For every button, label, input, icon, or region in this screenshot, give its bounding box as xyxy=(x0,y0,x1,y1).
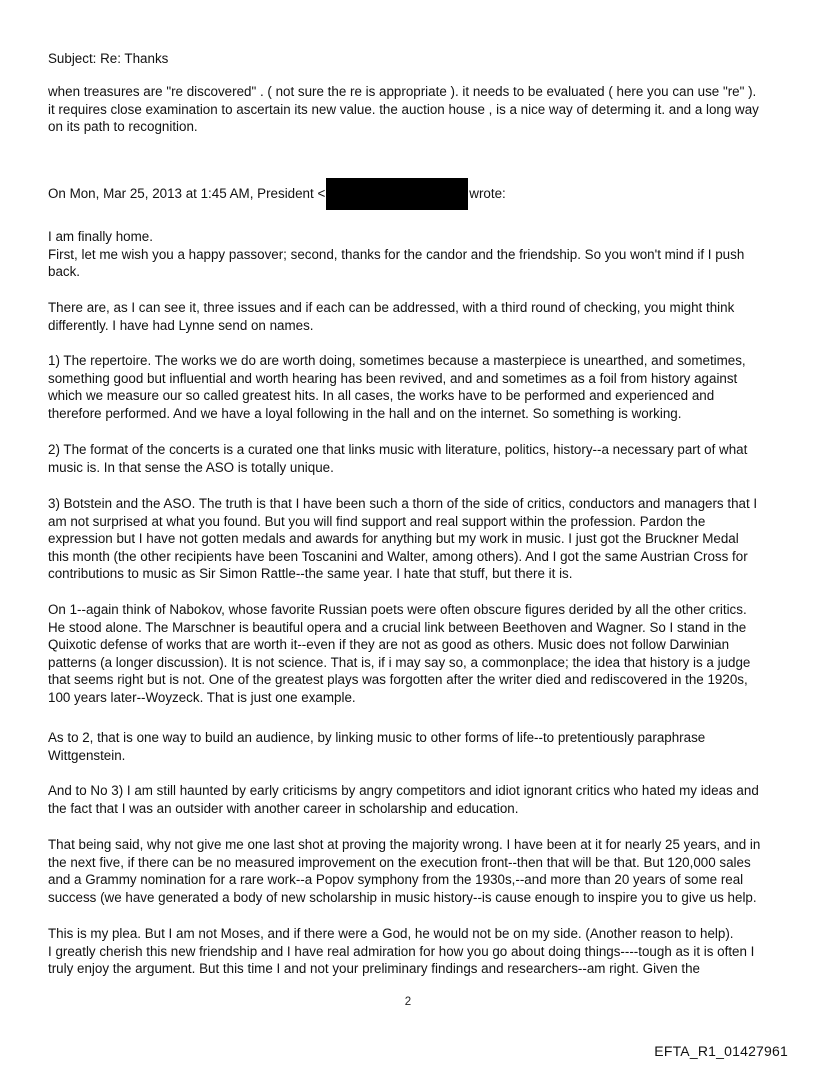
text-line: contributions to music as Sir Simon Rattle--the same year. I hate that stuff, but there it is. xyxy=(48,566,573,582)
text-line: First, let me wish you a happy passover; second, thanks for the candor and the friendship. So you won't mind if I push xyxy=(48,246,745,262)
bates-stamp: EFTA_R1_01427961 xyxy=(654,1043,788,1059)
text-line: on its path to recognition. xyxy=(48,119,198,135)
paragraph xyxy=(48,352,746,422)
text-line: expression but I have not gotten medals and awards for anything but my work in music. I just got the Bruckner Medal xyxy=(48,531,739,547)
text-line: am not surprised at what you found. But you will find support and real support within the profession. Pardon the xyxy=(48,513,706,529)
reply-paragraph xyxy=(48,83,759,136)
text-line: music is. In that sense the ASO is totally unique. xyxy=(48,459,334,475)
text-line: back. xyxy=(48,264,81,280)
text-line: 100 years later--Woyzeck. That is just one example. xyxy=(48,689,356,705)
text-line: This is my plea. But I am not Moses, and if there were a God, he would not be on my side. (Another reason to help). xyxy=(48,926,734,941)
text-line: I am finally home. xyxy=(48,229,153,244)
paragraph xyxy=(48,299,734,334)
text-line: There are, as I can see it, three issues and if each can be addressed, with a third round of checking, you might think xyxy=(48,300,735,315)
text-line: patterns (a longer discussion). It is not science. That is, if i may say so, a commonplace; the idea that history is a judge xyxy=(48,654,751,670)
paragraph xyxy=(48,925,754,978)
paragraph xyxy=(48,601,750,707)
text-line: 1) The repertoire. The works we do are worth doing, sometimes because a masterpiece is unearthed, and sometimes, xyxy=(48,353,746,368)
redaction-box xyxy=(326,178,468,210)
quote-header-suffix: wrote: xyxy=(469,186,506,201)
text-line: therefore performed. And we have a loyal following in the hall and on the internet. So something is working. xyxy=(48,405,682,421)
text-line: this month (the other recipients have been Toscanini and Walter, among others). And I got the same Austrian Cross for xyxy=(48,548,748,564)
text-line: that seems right but is not. One of the greatest plays was forgotten after the writer died and rediscovered in the 1920s, xyxy=(48,672,748,688)
text-line: differently. I have had Lynne send on names. xyxy=(48,317,314,333)
text-line: something good but influential and worth hearing has been revived, and and sometimes as a foil from history against xyxy=(48,370,738,386)
quote-header xyxy=(48,178,506,210)
text-line: truly enjoy the argument. But this time I and not your preliminary findings and researchers--am right. Given the xyxy=(48,961,700,977)
text-line: Wittgenstein. xyxy=(48,747,126,763)
paragraph xyxy=(48,228,744,281)
text-line: 3) Botstein and the ASO. The truth is that I have been such a thorn of the side of critics, conductors and managers that I xyxy=(48,496,758,511)
text-line: when treasures are "re discovered" . ( not sure the re is appropriate ). it needs to be evaluated ( here you can use "re" ). xyxy=(48,84,757,99)
text-line: the fact that I was an outsider with another career in scholarship and education. xyxy=(48,800,519,816)
text-line: it requires close examination to ascertain its new value. the auction house , is a nice way of determing it. and a long way xyxy=(48,101,759,117)
paragraph xyxy=(48,729,705,764)
text-line: And to No 3) I am still haunted by early criticisms by angry competitors and idiot ignorant critics who hated my ideas and xyxy=(48,783,759,798)
text-line: 2) The format of the concerts is a curated one that links music with literature, politics, history--a necessary part of what xyxy=(48,442,748,457)
text-line: On 1--again think of Nabokov, whose favorite Russian poets were often obscure figures derided by all the other critics. xyxy=(48,602,747,617)
email-subject: Subject: Re: Thanks xyxy=(48,51,169,66)
text-line: which we measure our so called greatest hits. In all cases, the works have to be performed and experienced and xyxy=(48,388,715,404)
text-line: He stood alone. The Marschner is beautiful opera and a crucial link between Beethoven and Wagner. So I stand in the xyxy=(48,619,747,635)
text-line: That being said, why not give me one last shot at proving the majority wrong. I have been at it for nearly 25 years, and in xyxy=(48,837,761,852)
text-line: I greatly cherish this new friendship and I have real admiration for how you go about doing things----tough as it is often I xyxy=(48,943,755,959)
text-line: Quixotic defense of works that are worth it--even if they are not as good as others. Music does not follow Darwinian xyxy=(48,637,730,653)
paragraph xyxy=(48,495,757,583)
paragraph xyxy=(48,836,760,906)
paragraph xyxy=(48,782,759,817)
text-line: As to 2, that is one way to build an audience, by linking music to other forms of life--to pretentiously paraphrase xyxy=(48,730,706,745)
paragraph xyxy=(48,441,747,476)
text-line: and a Grammy nomination for a rare work--a Popov symphony from the 1930s,--and more than 20 years of some real xyxy=(48,872,744,888)
page-number: 2 xyxy=(404,996,412,1008)
text-line: the next five, if there can be no measured improvement on the execution front--then that will be that. But 120,000 sales xyxy=(48,854,751,870)
quote-header-prefix: On Mon, Mar 25, 2013 at 1:45 AM, President < xyxy=(48,186,326,201)
text-line: success (we have generated a body of new scholarship in music history--is cause enough to inspire you to give us help. xyxy=(48,889,757,905)
